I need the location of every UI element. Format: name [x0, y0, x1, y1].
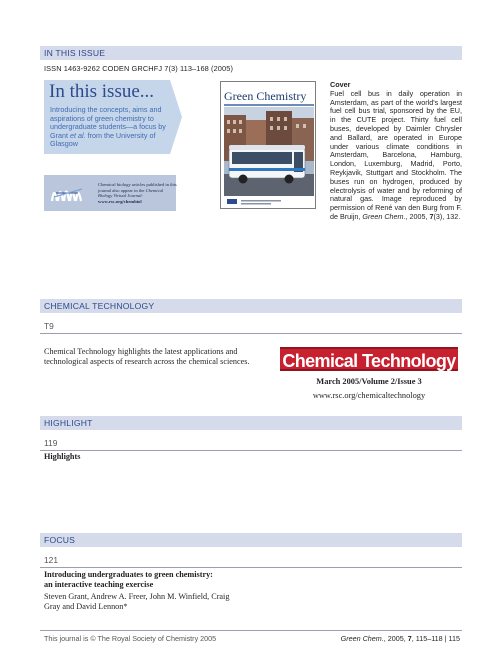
divider — [40, 333, 462, 334]
section-header-in-this-issue: IN THIS ISSUE — [40, 46, 462, 60]
chemtech-banner: Chemical Technology — [280, 347, 458, 371]
focus-title-link[interactable]: Introducing undergraduates to green chemistry: an interactive teaching exercise — [44, 570, 213, 589]
section-header-chemical-technology: CHEMICAL TECHNOLOGY — [40, 299, 462, 313]
highlight-title-link[interactable]: Highlights — [44, 452, 81, 461]
focus-page-number: 121 — [44, 555, 58, 565]
section-header-highlight: HIGHLIGHT — [40, 416, 462, 430]
issn-line: ISSN 1463-9262 CODEN GRCHFJ 7(3) 113–168 (2005) — [44, 64, 234, 73]
chemtech-issue: March 2005/Volume 2/Issue 3 — [316, 377, 422, 386]
divider — [40, 450, 462, 451]
in-this-issue-text: Introducing the concepts, aims and aspirations of green chemistry to undergraduate students—a focus by Grant et al. from the University of Glasgow — [50, 105, 166, 148]
highlight-page-number: 119 — [44, 438, 58, 448]
footer-copyright: This journal is © The Royal Society of Chemistry 2005 — [44, 634, 217, 643]
section-header-focus: FOCUS — [40, 533, 462, 547]
footer-citation: Green Chem., 2005, 7, 115–118 | 115 — [340, 634, 460, 643]
cover-journal-title: Green Chemistry — [224, 89, 307, 103]
divider — [40, 567, 462, 568]
footer-divider — [40, 630, 462, 631]
cover-image — [220, 81, 316, 209]
cover-caption: Cover Fuel cell bus in daily operation in Amsterdam, as part of the world's largest fuel cell bus trial, sponsored by the EU, in the CUTE project. Thirty fuel cell buses, developed by Daimler Chrysler and Ballard, are operated in Europe under various climate conditions in Amsterdam, Barcelona, Hamburg, London, Luxemburg, Madrid, Porto, Reykjavik, Stuttgart and Stockholm. The buses run on hydrogen, produced by electrolysis of water and by reforming of natural gas. Image reproduced by permission of René van den Burg from F. de Bruijn, Green Chem., 2005, 7(3), 132. — [330, 80, 462, 221]
in-this-issue-title: In this issue... — [49, 81, 155, 102]
cover-photo-icon — [221, 82, 316, 209]
chemtech-description: Chemical Technology highlights the latest applications and technological aspects of research across the chemical sciences. — [44, 347, 250, 366]
chemtech-url-link[interactable]: www.rsc.org/chemicaltechnology — [312, 391, 426, 400]
chemtech-page-number: T9 — [44, 321, 54, 331]
focus-authors: Steven Grant, Andrew A. Freer, John M. Winfield, Craig Gray and David Lennon* — [44, 592, 230, 611]
chemical-biology-text: Chemical biology articles published in this journal also appear in the Chemical Biology Virtual Journal: www.rsc.org/chembiol — [98, 182, 177, 204]
chemical-biology-url[interactable]: www.rsc.org/chembiol — [98, 198, 142, 204]
chemical-biology-logo-icon — [48, 179, 88, 207]
